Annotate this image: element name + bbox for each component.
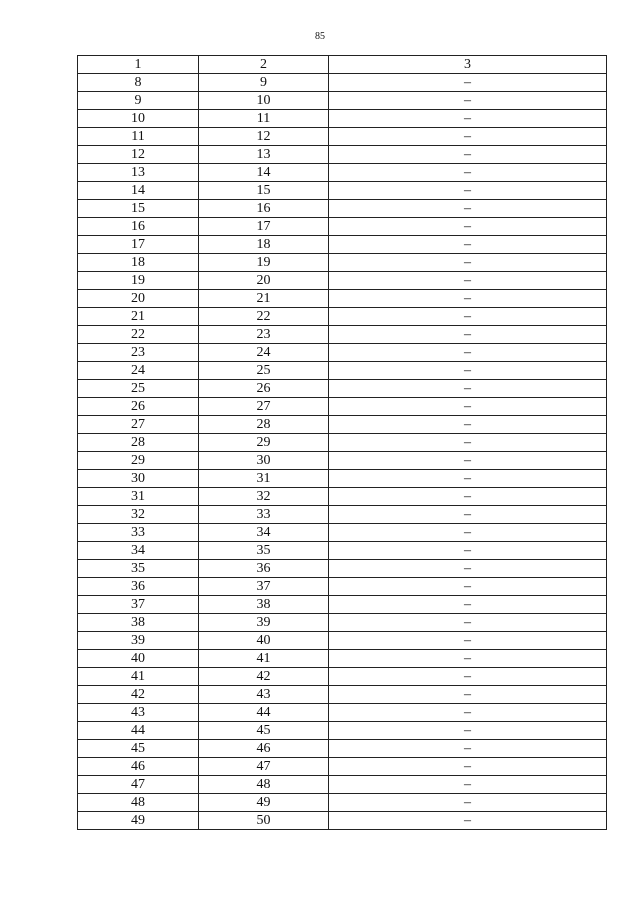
table-row bbox=[78, 578, 607, 596]
table-cell-col-1: 46 bbox=[78, 758, 199, 776]
table-cell-col-1: 48 bbox=[78, 794, 199, 812]
table-cell-col-3: – bbox=[329, 632, 607, 650]
table-cell-col-2: 40 bbox=[199, 632, 329, 650]
table-cell-col-1: 8 bbox=[78, 74, 199, 92]
table-cell-col-3: – bbox=[329, 92, 607, 110]
table-cell-col-1: 49 bbox=[78, 812, 199, 830]
table-row bbox=[78, 596, 607, 614]
table-cell-col-3: – bbox=[329, 290, 607, 308]
table-cell-col-3: – bbox=[329, 308, 607, 326]
table-cell-col-1: 30 bbox=[78, 470, 199, 488]
table-cell-col-1: 36 bbox=[78, 578, 199, 596]
table-cell-col-3: – bbox=[329, 110, 607, 128]
table-cell-col-1: 37 bbox=[78, 596, 199, 614]
table-cell-col-2: 42 bbox=[199, 668, 329, 686]
table-cell-col-2: 22 bbox=[199, 308, 329, 326]
table-row bbox=[78, 182, 607, 200]
table-cell-col-2: 24 bbox=[199, 344, 329, 362]
table-cell-col-1: 25 bbox=[78, 380, 199, 398]
table-cell-col-1: 33 bbox=[78, 524, 199, 542]
table-cell-col-1: 9 bbox=[78, 92, 199, 110]
table-cell-col-3: – bbox=[329, 668, 607, 686]
table-cell-col-1: 34 bbox=[78, 542, 199, 560]
table-cell-col-1: 20 bbox=[78, 290, 199, 308]
table-cell-col-2: 26 bbox=[199, 380, 329, 398]
table-cell-col-2: 9 bbox=[199, 74, 329, 92]
table-row bbox=[78, 146, 607, 164]
table-cell-col-1: 47 bbox=[78, 776, 199, 794]
table-cell-col-3: – bbox=[329, 182, 607, 200]
table-cell-col-1: 12 bbox=[78, 146, 199, 164]
table-cell-col-3: – bbox=[329, 398, 607, 416]
table-row bbox=[78, 254, 607, 272]
table-body bbox=[78, 56, 607, 830]
table-cell-col-1: 10 bbox=[78, 110, 199, 128]
table-cell-col-2: 31 bbox=[199, 470, 329, 488]
table-cell-col-1: 40 bbox=[78, 650, 199, 668]
table-cell-col-3: – bbox=[329, 200, 607, 218]
table-cell-col-1: 31 bbox=[78, 488, 199, 506]
table-cell-col-2: 33 bbox=[199, 506, 329, 524]
table-cell-col-2: 35 bbox=[199, 542, 329, 560]
table-cell-col-3: – bbox=[329, 452, 607, 470]
table-cell-col-3: – bbox=[329, 488, 607, 506]
table-row bbox=[78, 218, 607, 236]
table-row bbox=[78, 506, 607, 524]
table-header-row bbox=[78, 56, 607, 74]
table-cell-col-3: – bbox=[329, 812, 607, 830]
table-cell-col-2: 32 bbox=[199, 488, 329, 506]
table-cell-col-3: – bbox=[329, 758, 607, 776]
table-cell-col-3: – bbox=[329, 164, 607, 182]
table-cell-col-2: 10 bbox=[199, 92, 329, 110]
table-row bbox=[78, 704, 607, 722]
table-cell-col-2: 17 bbox=[199, 218, 329, 236]
table-cell-col-2: 11 bbox=[199, 110, 329, 128]
table-cell-col-2: 20 bbox=[199, 272, 329, 290]
table-cell-col-1: 39 bbox=[78, 632, 199, 650]
table-cell-col-3: – bbox=[329, 146, 607, 164]
table-cell-col-3: – bbox=[329, 776, 607, 794]
table-cell-col-2: 44 bbox=[199, 704, 329, 722]
table-cell-col-2: 49 bbox=[199, 794, 329, 812]
table-cell-col-1: 13 bbox=[78, 164, 199, 182]
table-cell-col-3: – bbox=[329, 524, 607, 542]
table-cell-col-1: 32 bbox=[78, 506, 199, 524]
table-cell-col-2: 30 bbox=[199, 452, 329, 470]
table-cell-col-1: 43 bbox=[78, 704, 199, 722]
table-cell-col-3: – bbox=[329, 650, 607, 668]
table-cell-col-1: 21 bbox=[78, 308, 199, 326]
table-cell-col-3: – bbox=[329, 254, 607, 272]
header-cell-1: 1 bbox=[78, 56, 199, 74]
table-cell-col-1: 35 bbox=[78, 560, 199, 578]
table-row bbox=[78, 632, 607, 650]
table-row bbox=[78, 614, 607, 632]
table-cell-col-3: – bbox=[329, 128, 607, 146]
table-row bbox=[78, 560, 607, 578]
table-cell-col-1: 18 bbox=[78, 254, 199, 272]
table-row bbox=[78, 740, 607, 758]
table-cell-col-1: 26 bbox=[78, 398, 199, 416]
table-cell-col-3: – bbox=[329, 362, 607, 380]
table-cell-col-2: 48 bbox=[199, 776, 329, 794]
data-table bbox=[77, 55, 607, 830]
table-cell-col-1: 22 bbox=[78, 326, 199, 344]
table-row bbox=[78, 416, 607, 434]
table-row bbox=[78, 758, 607, 776]
table-row bbox=[78, 452, 607, 470]
table-row bbox=[78, 74, 607, 92]
table-cell-col-1: 11 bbox=[78, 128, 199, 146]
table-row bbox=[78, 290, 607, 308]
table-cell-col-3: – bbox=[329, 218, 607, 236]
table-cell-col-3: – bbox=[329, 560, 607, 578]
table-cell-col-3: – bbox=[329, 578, 607, 596]
table-cell-col-3: – bbox=[329, 704, 607, 722]
table-cell-col-3: – bbox=[329, 434, 607, 452]
table-row bbox=[78, 92, 607, 110]
table-row bbox=[78, 362, 607, 380]
table-cell-col-2: 16 bbox=[199, 200, 329, 218]
table-row bbox=[78, 722, 607, 740]
table-cell-col-1: 28 bbox=[78, 434, 199, 452]
table-cell-col-3: – bbox=[329, 272, 607, 290]
table-cell-col-3: – bbox=[329, 596, 607, 614]
table-row bbox=[78, 200, 607, 218]
table-cell-col-1: 44 bbox=[78, 722, 199, 740]
table-cell-col-1: 16 bbox=[78, 218, 199, 236]
table-cell-col-2: 39 bbox=[199, 614, 329, 632]
table-cell-col-3: – bbox=[329, 74, 607, 92]
table-row bbox=[78, 236, 607, 254]
table-cell-col-1: 41 bbox=[78, 668, 199, 686]
table-row bbox=[78, 308, 607, 326]
table-cell-col-2: 37 bbox=[199, 578, 329, 596]
table-row bbox=[78, 128, 607, 146]
table-row bbox=[78, 542, 607, 560]
table-row bbox=[78, 812, 607, 830]
table-row bbox=[78, 326, 607, 344]
table-cell-col-3: – bbox=[329, 416, 607, 434]
table-cell-col-3: – bbox=[329, 380, 607, 398]
table-cell-col-2: 21 bbox=[199, 290, 329, 308]
table-cell-col-2: 12 bbox=[199, 128, 329, 146]
table-row bbox=[78, 686, 607, 704]
table-cell-col-2: 18 bbox=[199, 236, 329, 254]
page-number: 85 bbox=[315, 31, 325, 42]
table-cell-col-1: 24 bbox=[78, 362, 199, 380]
table-cell-col-3: – bbox=[329, 722, 607, 740]
table-cell-col-1: 45 bbox=[78, 740, 199, 758]
table-cell-col-2: 46 bbox=[199, 740, 329, 758]
table-cell-col-1: 23 bbox=[78, 344, 199, 362]
table-cell-col-2: 14 bbox=[199, 164, 329, 182]
table-cell-col-2: 38 bbox=[199, 596, 329, 614]
table-cell-col-3: – bbox=[329, 740, 607, 758]
table-cell-col-2: 50 bbox=[199, 812, 329, 830]
table-row bbox=[78, 650, 607, 668]
table-cell-col-2: 25 bbox=[199, 362, 329, 380]
table-cell-col-3: – bbox=[329, 506, 607, 524]
table-cell-col-2: 45 bbox=[199, 722, 329, 740]
table-cell-col-1: 17 bbox=[78, 236, 199, 254]
table-cell-col-2: 23 bbox=[199, 326, 329, 344]
table-cell-col-1: 15 bbox=[78, 200, 199, 218]
table-row bbox=[78, 668, 607, 686]
table-cell-col-2: 41 bbox=[199, 650, 329, 668]
table-row bbox=[78, 272, 607, 290]
table-cell-col-3: – bbox=[329, 470, 607, 488]
table-cell-col-1: 27 bbox=[78, 416, 199, 434]
table-cell-col-3: – bbox=[329, 542, 607, 560]
table-cell-col-2: 34 bbox=[199, 524, 329, 542]
table-cell-col-1: 19 bbox=[78, 272, 199, 290]
table-row bbox=[78, 398, 607, 416]
table-cell-col-2: 15 bbox=[199, 182, 329, 200]
table-cell-col-2: 19 bbox=[199, 254, 329, 272]
table-row bbox=[78, 524, 607, 542]
header-cell-2: 2 bbox=[199, 56, 329, 74]
table-cell-col-3: – bbox=[329, 794, 607, 812]
table-row bbox=[78, 164, 607, 182]
table-cell-col-3: – bbox=[329, 236, 607, 254]
table-row bbox=[78, 344, 607, 362]
table-cell-col-2: 13 bbox=[199, 146, 329, 164]
table-cell-col-1: 29 bbox=[78, 452, 199, 470]
table-cell-col-1: 38 bbox=[78, 614, 199, 632]
table-row bbox=[78, 776, 607, 794]
table-cell-col-1: 14 bbox=[78, 182, 199, 200]
table-row bbox=[78, 794, 607, 812]
table-cell-col-3: – bbox=[329, 614, 607, 632]
table-cell-col-3: – bbox=[329, 686, 607, 704]
table-cell-col-2: 43 bbox=[199, 686, 329, 704]
table-cell-col-1: 42 bbox=[78, 686, 199, 704]
table-row bbox=[78, 470, 607, 488]
table-cell-col-2: 29 bbox=[199, 434, 329, 452]
header-cell-3: 3 bbox=[329, 56, 607, 74]
table-row bbox=[78, 488, 607, 506]
table-cell-col-3: – bbox=[329, 344, 607, 362]
table-cell-col-3: – bbox=[329, 326, 607, 344]
table-row bbox=[78, 110, 607, 128]
table-row bbox=[78, 380, 607, 398]
table-row bbox=[78, 434, 607, 452]
table-cell-col-2: 47 bbox=[199, 758, 329, 776]
table-cell-col-2: 27 bbox=[199, 398, 329, 416]
table-cell-col-2: 36 bbox=[199, 560, 329, 578]
table-cell-col-2: 28 bbox=[199, 416, 329, 434]
